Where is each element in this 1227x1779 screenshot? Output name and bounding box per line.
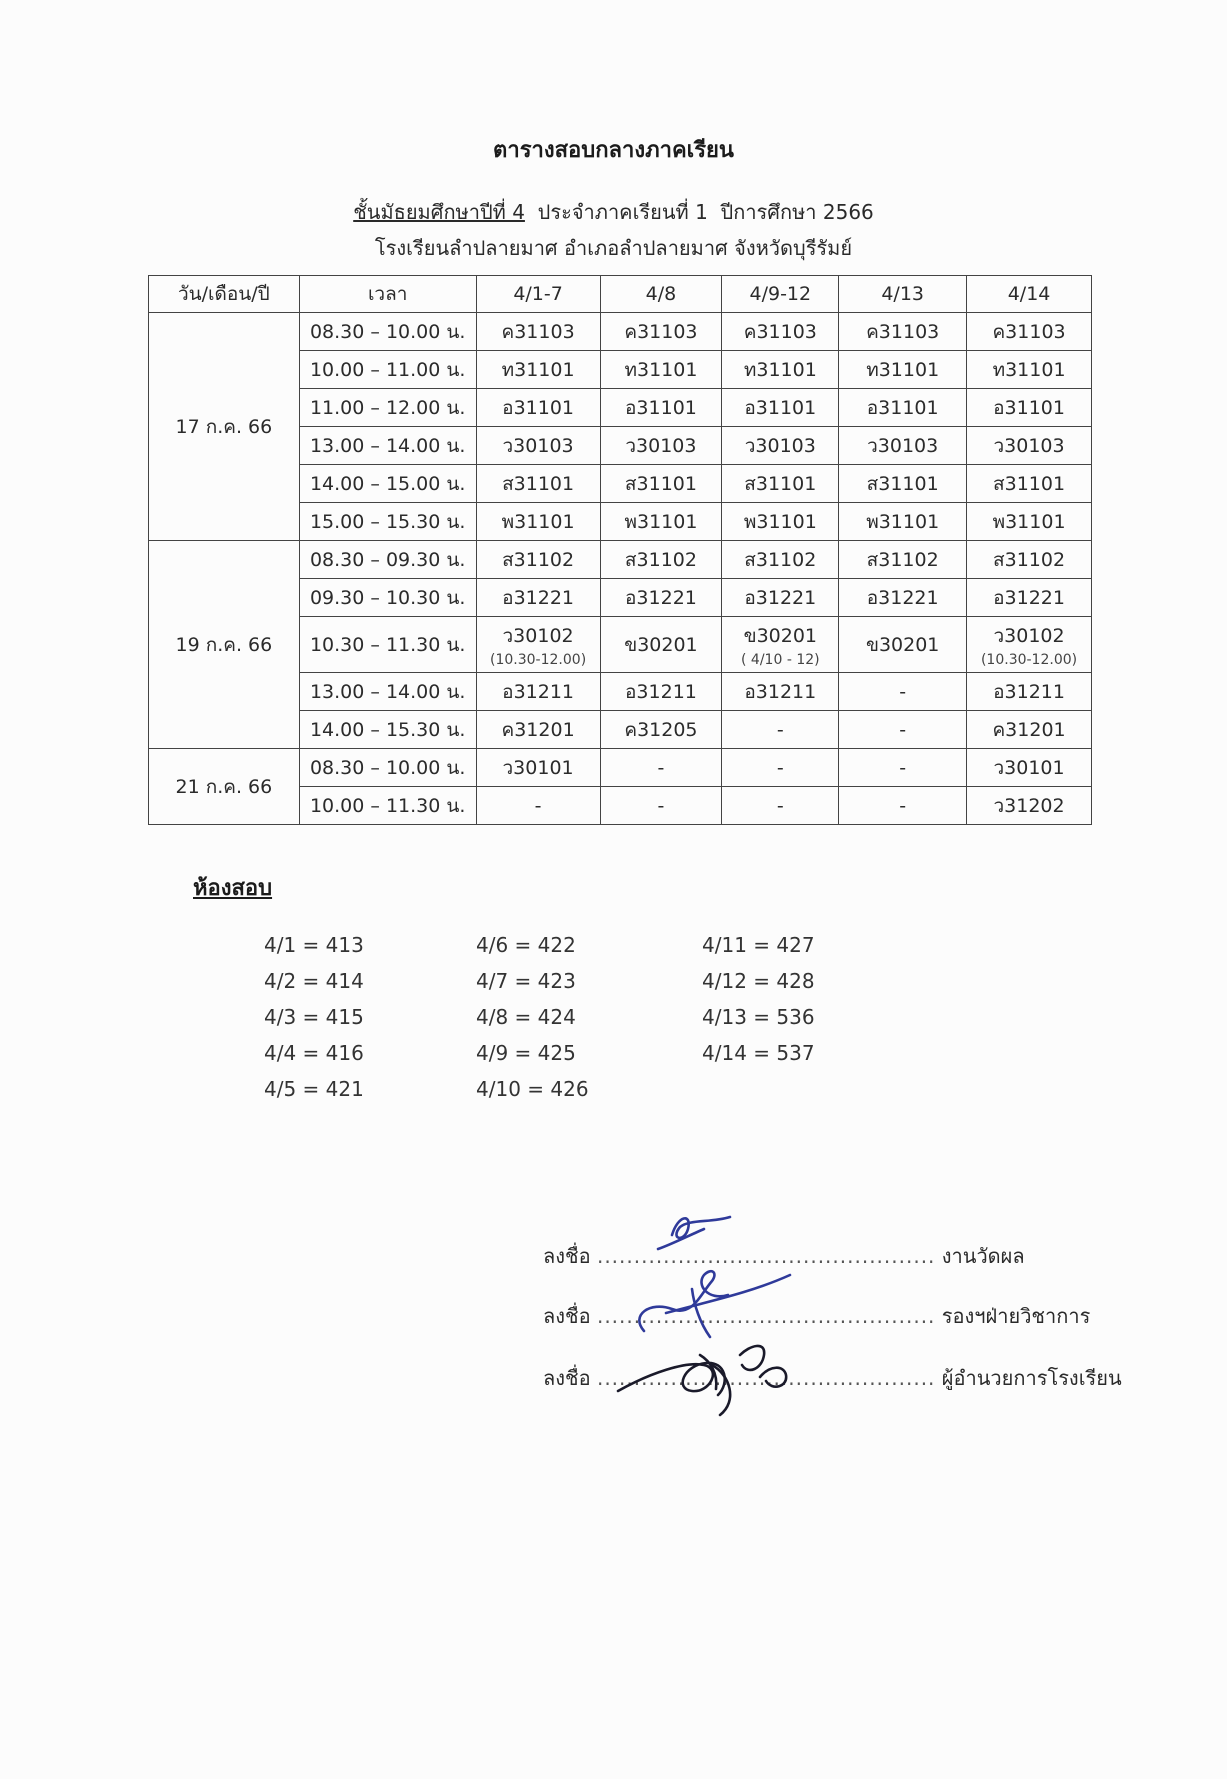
room-entry: 4/5 = 421 [264, 1077, 364, 1101]
room-entry: 4/14 = 537 [702, 1041, 815, 1065]
subject-code-cell [600, 617, 722, 673]
subject-code: อ31101 [993, 396, 1065, 419]
subject-code: ท31101 [624, 358, 698, 381]
subject-code: ท31101 [992, 358, 1066, 381]
time-slot-cell: 08.30 – 10.00 น. [299, 749, 476, 787]
signer-role: งานวัดผล [941, 1244, 1025, 1268]
signer-role: รองฯฝ่ายวิชาการ [941, 1304, 1091, 1328]
subject-code: - [899, 680, 907, 703]
exam-schedule-table [148, 275, 1092, 825]
subject-code-cell [722, 427, 839, 465]
subject-code: - [899, 718, 907, 741]
subject-code: ส31101 [993, 472, 1066, 495]
time-slot-cell: 09.30 – 10.30 น. [299, 579, 476, 617]
subject-code-cell [839, 787, 967, 825]
time-slot-cell: 10.00 – 11.00 น. [299, 351, 476, 389]
column-header: เวลา [299, 276, 476, 313]
subject-code: ท31101 [501, 358, 575, 381]
subject-code-cell [967, 503, 1092, 541]
subject-code-cell [839, 617, 967, 673]
subject-code: ค31201 [501, 718, 575, 741]
term: ประจำภาคเรียนที่ 1 [537, 200, 708, 224]
subject-code-cell [722, 465, 839, 503]
subject-code: อ31101 [625, 396, 697, 419]
subject-code-cell [600, 711, 722, 749]
academic-year: ปีการศึกษา 2566 [720, 200, 874, 224]
subject-code-cell [600, 465, 722, 503]
subject-code-cell [967, 617, 1092, 673]
column-header: 4/9-12 [722, 276, 839, 313]
sign-label: ลงชื่อ [543, 1244, 591, 1268]
room-entry: 4/2 = 414 [264, 969, 364, 993]
subject-code-cell [600, 503, 722, 541]
subject-code: อ31101 [744, 396, 817, 419]
subject-code-cell [722, 541, 839, 579]
room-entry: 4/3 = 415 [264, 1005, 364, 1029]
subject-code-cell [722, 389, 839, 427]
time-slot-cell: 08.30 – 10.00 น. [299, 313, 476, 351]
subject-code-cell [600, 389, 722, 427]
room-list-col-3 [702, 933, 815, 1077]
room-entry: 4/11 = 427 [702, 933, 815, 957]
subject-code-cell [839, 389, 967, 427]
subject-code: อ31101 [502, 396, 575, 419]
subject-code: - [776, 718, 784, 741]
time-slot-cell: 15.00 – 15.30 น. [299, 503, 476, 541]
subject-code: - [899, 794, 907, 817]
subject-code-cell [967, 749, 1092, 787]
subject-code-cell [967, 787, 1092, 825]
subject-code: พ31101 [624, 510, 698, 533]
subject-code: ค31103 [743, 320, 817, 343]
column-header: วัน/เดือน/ปี [149, 276, 300, 313]
subject-code: ส31101 [866, 472, 939, 495]
subject-code: พ31101 [992, 510, 1066, 533]
subject-code-cell [476, 541, 600, 579]
subject-code: ค31205 [624, 718, 698, 741]
subject-code: ว30102 [993, 624, 1065, 647]
subject-code-cell [839, 427, 967, 465]
subject-code: ส31102 [866, 548, 939, 571]
subject-code-cell [967, 711, 1092, 749]
subject-code: ส31102 [993, 548, 1066, 571]
subject-code-cell [476, 711, 600, 749]
subject-code-cell [967, 579, 1092, 617]
subject-code: อ31221 [744, 586, 817, 609]
subject-code-cell [722, 503, 839, 541]
room-entry: 4/1 = 413 [264, 933, 364, 957]
subject-code: ว31202 [993, 794, 1065, 817]
exam-time-note: (10.30-12.00) [980, 651, 1078, 668]
subject-code-cell [476, 313, 600, 351]
subject-code-cell [839, 579, 967, 617]
table-header-row [149, 276, 1092, 313]
signature-dots: .............................................. [596, 1244, 936, 1268]
subject-code: ท31101 [743, 358, 817, 381]
table-row [149, 541, 1092, 579]
subject-code: อ31221 [502, 586, 575, 609]
subject-code-cell [722, 787, 839, 825]
subject-code-cell [839, 541, 967, 579]
room-entry: 4/4 = 416 [264, 1041, 364, 1065]
subject-code: ท31101 [866, 358, 940, 381]
room-entry: 4/8 = 424 [476, 1005, 576, 1029]
table-body [149, 313, 1092, 825]
subject-code: ค31103 [624, 320, 698, 343]
subject-code-cell [722, 351, 839, 389]
exam-time-note: ( 4/10 - 12) [741, 651, 820, 668]
subject-code: อ31211 [625, 680, 697, 703]
signer-role: ผู้อำนวยการโรงเรียน [941, 1366, 1122, 1390]
room-list-col-2 [476, 933, 589, 1113]
subject-code-cell [967, 541, 1092, 579]
school-line: โรงเรียนลำปลายมาศ อำเภอลำปลายมาศ จังหวัดบุรีรัมย์ [374, 236, 853, 260]
table-row [149, 313, 1092, 351]
subject-code: ว30103 [867, 434, 939, 457]
signature-dots: .............................................. [596, 1304, 936, 1328]
subject-code-cell [600, 787, 722, 825]
subject-code: อ31211 [502, 680, 575, 703]
time-slot-cell: 13.00 – 14.00 น. [299, 427, 476, 465]
signature-dots: .............................................. [596, 1366, 936, 1390]
subject-code: ข30201 [624, 633, 698, 656]
subject-code: ส31102 [624, 548, 697, 571]
subject-code: อ31101 [866, 396, 939, 419]
subject-code: พ31101 [743, 510, 817, 533]
time-slot-cell: 11.00 – 12.00 น. [299, 389, 476, 427]
time-slot-cell: 10.00 – 11.30 น. [299, 787, 476, 825]
subject-code-cell [967, 465, 1092, 503]
room-entry: 4/9 = 425 [476, 1041, 576, 1065]
subject-code-cell [967, 313, 1092, 351]
time-slot-cell: 14.00 – 15.00 น. [299, 465, 476, 503]
room-entry: 4/10 = 426 [476, 1077, 589, 1101]
exam-date-cell: 17 ก.ค. 66 [149, 313, 300, 541]
subject-code: ว30103 [993, 434, 1065, 457]
subject-code: อ31221 [993, 586, 1065, 609]
subject-code: - [657, 756, 665, 779]
subject-code-cell [600, 541, 722, 579]
subject-code-cell [839, 351, 967, 389]
subject-code-cell [967, 427, 1092, 465]
subtitle-line [0, 196, 1227, 228]
subject-code-cell [839, 749, 967, 787]
subject-code: ส31101 [502, 472, 575, 495]
subject-code: ส31102 [502, 548, 575, 571]
subject-code: อ31221 [866, 586, 939, 609]
exam-date-cell: 21 ก.ค. 66 [149, 749, 300, 825]
subject-code: พ31101 [501, 510, 575, 533]
subject-code-cell [476, 389, 600, 427]
subject-code: พ31101 [866, 510, 940, 533]
exam-time-note: (10.30-12.00) [490, 651, 587, 668]
subject-code: ข30201 [865, 633, 940, 656]
subject-code-cell [722, 673, 839, 711]
time-slot-cell: 08.30 – 09.30 น. [299, 541, 476, 579]
room-entry: 4/12 = 428 [702, 969, 815, 993]
table-row [149, 749, 1092, 787]
subject-code-cell [839, 673, 967, 711]
grade-level: ชั้นมัธยมศึกษาปีที่ 4 [353, 200, 525, 224]
subject-code-cell [600, 749, 722, 787]
sign-label: ลงชื่อ [543, 1366, 591, 1390]
column-header: 4/13 [839, 276, 967, 313]
subject-code: - [776, 794, 784, 817]
subject-code: ค31201 [992, 718, 1066, 741]
subject-code: อ31211 [744, 680, 817, 703]
subject-code-cell [476, 617, 600, 673]
subject-code-cell [722, 579, 839, 617]
subject-code-cell [600, 579, 722, 617]
sign-label: ลงชื่อ [543, 1304, 591, 1328]
room-entry: 4/13 = 536 [702, 1005, 815, 1029]
subject-code: อ31221 [625, 586, 697, 609]
subject-code: ว30103 [502, 434, 574, 457]
subject-code-cell [722, 313, 839, 351]
column-header: 4/8 [600, 276, 722, 313]
subject-code-cell [839, 465, 967, 503]
column-header: 4/14 [967, 276, 1092, 313]
subject-code-cell [722, 617, 839, 673]
column-header: 4/1-7 [476, 276, 600, 313]
subject-code: ค31103 [992, 320, 1066, 343]
subject-code: - [776, 756, 784, 779]
subject-code-cell [600, 351, 722, 389]
subject-code-cell [476, 351, 600, 389]
exam-date-cell: 19 ก.ค. 66 [149, 541, 300, 749]
subject-code-cell [967, 673, 1092, 711]
subject-code-cell [600, 313, 722, 351]
subject-code: อ31211 [993, 680, 1065, 703]
room-entry: 4/7 = 423 [476, 969, 576, 993]
subject-code-cell [839, 313, 967, 351]
subject-code-cell [600, 673, 722, 711]
subject-code-cell [476, 427, 600, 465]
page-title: ตารางสอบกลางภาคเรียน [493, 138, 734, 163]
room-entry: 4/6 = 422 [476, 933, 576, 957]
subject-code: ข30201 [743, 624, 818, 647]
subject-code: ว30101 [993, 756, 1065, 779]
subject-code: - [534, 794, 542, 817]
subject-code: ส31101 [624, 472, 697, 495]
time-slot-cell: 10.30 – 11.30 น. [299, 617, 476, 673]
subject-code-cell [967, 351, 1092, 389]
exam-rooms-heading: ห้องสอบ [193, 876, 273, 901]
subject-code-cell [722, 749, 839, 787]
handwritten-signatures [600, 1205, 860, 1425]
subject-code: ว30101 [502, 756, 574, 779]
subject-code-cell [839, 503, 967, 541]
subject-code-cell [476, 579, 600, 617]
time-slot-cell: 14.00 – 15.30 น. [299, 711, 476, 749]
subject-code-cell [476, 465, 600, 503]
subject-code-cell [476, 503, 600, 541]
subject-code: ว30103 [625, 434, 697, 457]
subject-code: ว30102 [502, 624, 574, 647]
room-list-col-1 [264, 933, 364, 1113]
subject-code-cell [839, 711, 967, 749]
subject-code-cell [967, 389, 1092, 427]
subject-code-cell [722, 711, 839, 749]
time-slot-cell: 13.00 – 14.00 น. [299, 673, 476, 711]
subject-code-cell [600, 427, 722, 465]
subject-code: - [657, 794, 665, 817]
subject-code-cell [476, 673, 600, 711]
subject-code: - [899, 756, 907, 779]
subject-code: ส31102 [744, 548, 817, 571]
subject-code: ค31103 [866, 320, 940, 343]
subject-code: ส31101 [744, 472, 817, 495]
subject-code: ค31103 [501, 320, 575, 343]
subject-code: ว30103 [744, 434, 816, 457]
subject-code-cell [476, 749, 600, 787]
subject-code-cell [476, 787, 600, 825]
